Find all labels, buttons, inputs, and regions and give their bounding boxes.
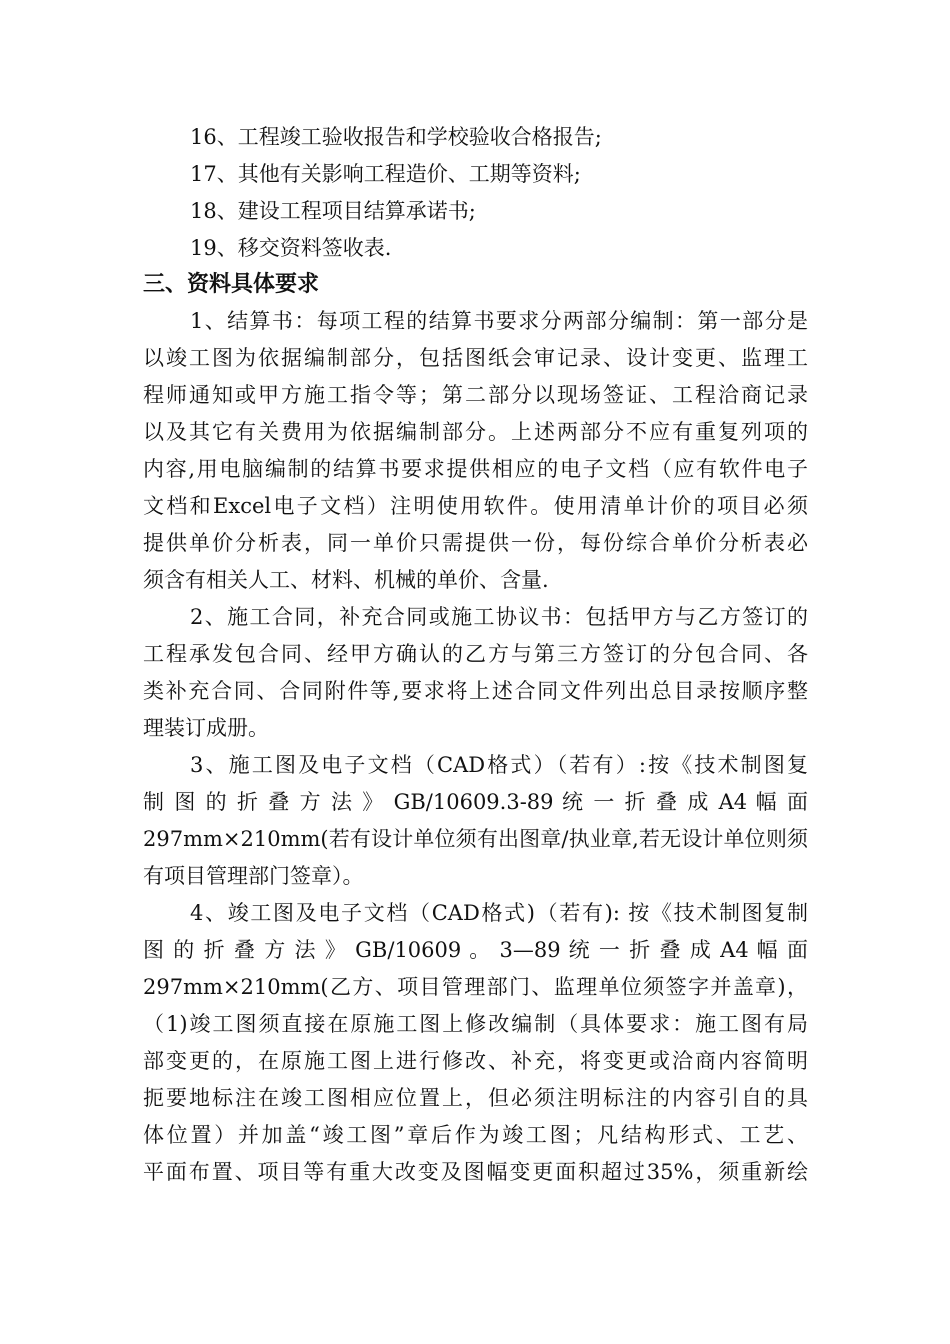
paragraph-line: 3、施工图及电子文档（CAD格式）（若有）:按《技术制图复 [190, 753, 808, 777]
paragraph-line: 平面布置、项目等有重大改变及图幅变更面积超过35%，须重新绘 [143, 1160, 808, 1184]
paragraph-line: 297mm×210mm(若有设计单位须有出图章/执业章,若无设计单位则须 [143, 827, 808, 851]
paragraph-line: 297mm×210mm(乙方、项目管理部门、监理单位须签字并盖章)， [143, 975, 808, 999]
paragraph-line: 类补充合同、合同附件等,要求将上述合同文件列出总目录按顺序整 [143, 679, 808, 703]
list-item: 18、建设工程项目结算承诺书; [190, 199, 476, 223]
paragraph-line: （1)竣工图须直接在原施工图上修改编制（具体要求：施工图有局 [143, 1012, 808, 1036]
paragraph-line: 4、竣工图及电子文档（CAD格式)（若有): 按《技术制图复制 [190, 901, 808, 925]
list-item: 17、其他有关影响工程造价、工期等资料; [190, 162, 581, 186]
paragraph-line: 扼要地标注在竣工图相应位置上，但必须注明标注的内容引自的具 [143, 1086, 808, 1110]
paragraph-line: 制 图 的 折 叠 方 法 》 GB/10609.3-89 统 一 折 叠 成 A4 幅 面 [143, 790, 808, 814]
paragraph-line: 文档和Excel电子文档）注明使用软件。使用清单计价的项目必须 [143, 494, 808, 518]
paragraph-line: 以竣工图为依据编制部分，包括图纸会审记录、设计变更、监理工 [143, 346, 808, 370]
paragraph-line: 以及其它有关费用为依据编制部分。上述两部分不应有重复列项的 [143, 420, 808, 444]
paragraph-line: 须含有相关人工、材料、机械的单价、含量. [143, 568, 549, 592]
paragraph-line: 1、结算书：每项工程的结算书要求分两部分编制：第一部分是 [190, 309, 808, 333]
paragraph-line: 提供单价分析表，同一单价只需提供一份，每份综合单价分析表必 [143, 531, 808, 555]
list-item: 19、移交资料签收表. [190, 236, 392, 260]
paragraph-line: 图 的 折 叠 方 法 》 GB/10609 。 3—89 统 一 折 叠 成 A4 幅 面 [143, 938, 808, 962]
section-heading: 三、资料具体要求 [143, 271, 320, 297]
paragraph-line: 内容,用电脑编制的结算书要求提供相应的电子文档（应有软件电子 [143, 457, 808, 481]
paragraph-line: 部变更的，在原施工图上进行修改、补充，将变更或洽商内容简明 [143, 1049, 808, 1073]
paragraph-line: 工程承发包合同、经甲方确认的乙方与第三方签订的分包合同、各 [143, 642, 808, 666]
paragraph-line: 有项目管理部门签章）。 [143, 864, 364, 888]
list-item: 16、工程竣工验收报告和学校验收合格报告; [190, 125, 602, 149]
paragraph-line: 2、施工合同，补充合同或施工协议书：包括甲方与乙方签订的 [190, 605, 808, 629]
paragraph-line: 体位置）并加盖“竣工图”章后作为竣工图；凡结构形式、工艺、 [143, 1123, 808, 1147]
paragraph-line: 理装订成册。 [143, 716, 269, 740]
paragraph-line: 程师通知或甲方施工指令等；第二部分以现场签证、工程洽商记录 [143, 383, 808, 407]
